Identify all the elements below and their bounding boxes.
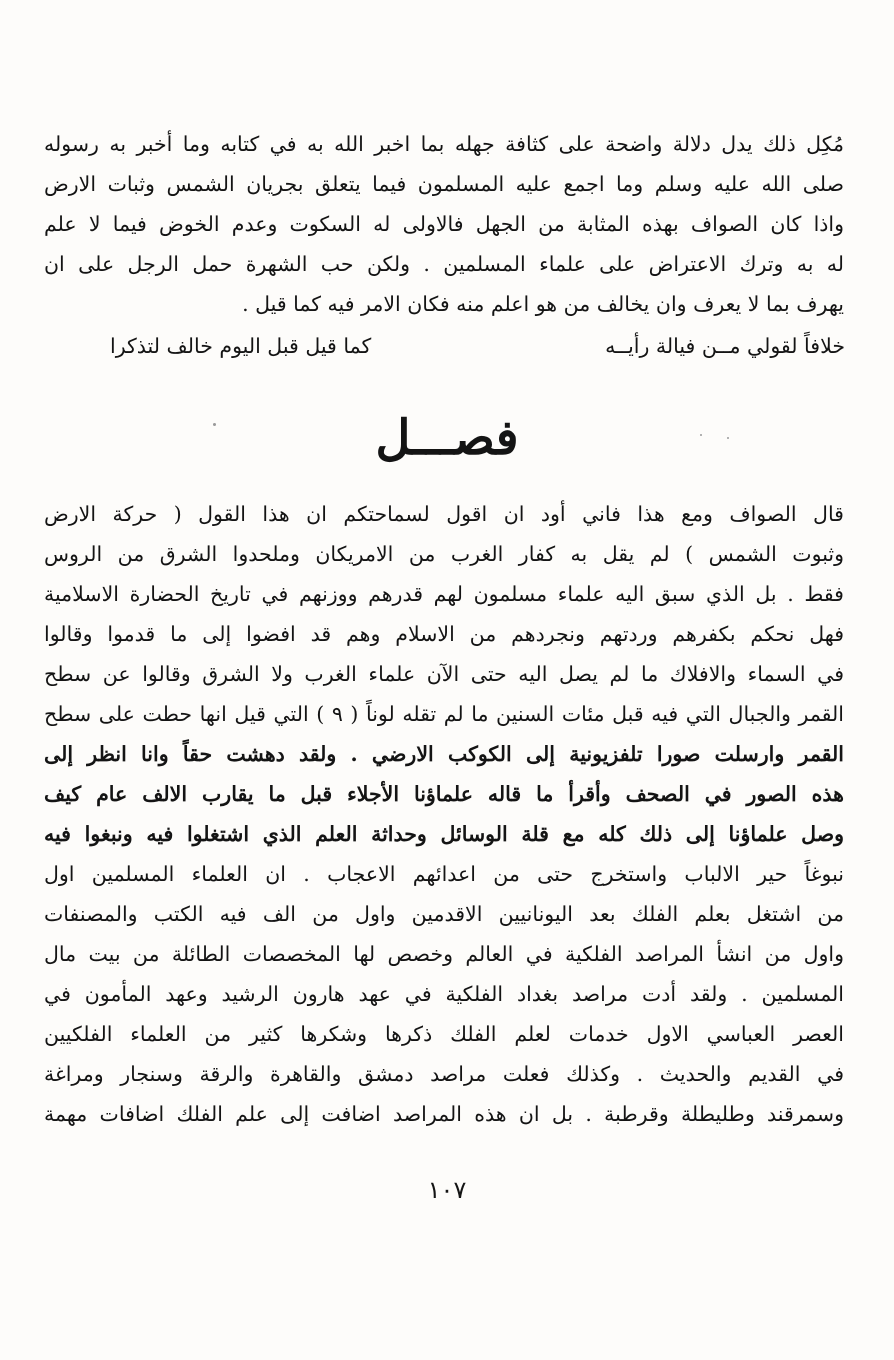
text-line: من اشتغل بعلم الفلك بعد اليونانيين الاقدمين واول من الف فيه الكتب والمصنفات	[44, 902, 844, 926]
text-line: وثبوت الشمس ) لم يقل به كفار الغرب من الامريكان وملحدوا الشرق من الروس	[44, 542, 844, 566]
text-line: صلى الله عليه وسلم وما اجمع عليه المسلمون فيما يتعلق بجريان الشمس وثبات الارض	[44, 172, 844, 196]
text-line: القمر وارسلت صورا تلفزيونية إلى الكوكب الارضي . ولقد دهشت حقاً وانا انظر إلى	[44, 742, 844, 766]
verse-first-hemistich: خلافاً لقولي مــن فيالة رأيــه	[605, 334, 845, 358]
text-line: القمر والجبال التي فيه قبل مئات السنين ما لم تقله لوناً ( ٩ ) التي قيل انها حطت على سطح	[44, 702, 844, 726]
text-line: فقط . بل الذي سبق اليه علماء مسلمون لهم قدرهم ووزنهم في تاريخ الحضارة الاسلامية	[44, 582, 844, 606]
text-line: في القديم والحديث . وكذلك فعلت مراصد دمشق والقاهرة والرقة وسنجار ومراغة	[44, 1062, 844, 1086]
text-line: واول من انشأ المراصد الفلكية في العالم وخصص لها المخصصات الطائلة من بيت مال	[44, 942, 844, 966]
print-speck	[213, 423, 216, 426]
text-line: نبوغاً حير الالباب واستخرج حتى من اعدائهم الاعجاب . ان العلماء المسلمين اول	[44, 862, 844, 886]
text-line: فهل نحكم بكفرهم وردتهم ونجردهم من الاسلام وهم قد افضوا إلى ما قدموا وقالوا	[44, 622, 844, 646]
print-speck	[727, 437, 729, 439]
text-line: هذه الصور في الصحف وأقرأ ما قاله علماؤنا الأجلاء قبل ما يقارب الالف عام كيف	[44, 782, 844, 806]
text-line: مُكِل ذلك يدل دلالة واضحة على كثافة جهله بما اخبر الله به في كتابه وما أخبر به رسوله	[44, 132, 844, 156]
text-line: واذا كان الصواف بهذه المثابة من الجهل فالاولى له السكوت وعدم الخوض فيما لا علم	[44, 212, 844, 236]
text-line: المسلمين . ولقد أدت مراصد بغداد الفلكية في عهد هارون الرشيد وعهد المأمون في	[44, 982, 844, 1006]
text-line: العصر العباسي الاول خدمات لعلم الفلك ذكرها وشكرها كثير من العلماء الفلكيين	[44, 1022, 844, 1046]
print-speck	[700, 434, 702, 436]
text-line: في السماء والافلاك ما لم يصل اليه حتى الآن علماء الغرب ولا الشرق وقالوا عن سطح	[44, 662, 844, 686]
text-line: قال الصواف ومع هذا فاني أود ان اقول لسماحتكم ان هذا القول ( حركة الارض	[44, 502, 844, 526]
text-line: وسمرقند وطليطلة وقرطبة . بل ان هذه المراصد اضافت إلى علم الفلك اضافات مهمة	[44, 1102, 844, 1126]
paragraph-2	[44, 494, 844, 1134]
text-line: يهرف بما لا يعرف وان يخالف من هو اعلم منه فكان الامر فيه كما قيل .	[242, 292, 844, 316]
section-heading: فصـــل	[375, 410, 519, 466]
text-line: وصل علماؤنا إلى ذلك كله مع قلة الوسائل وحداثة العلم الذي اشتغلوا فيه ونبغوا فيه	[44, 822, 844, 846]
poetry-verse	[110, 326, 845, 366]
paragraph-1	[44, 124, 844, 324]
page-number: ١٠٧	[427, 1176, 467, 1204]
verse-second-hemistich: كما قيل قبل اليوم خالف لتذكرا	[110, 334, 372, 358]
text-line: له به وترك الاعتراض على علماء المسلمين . ولكن حب الشهرة حمل الرجل على ان	[44, 252, 844, 276]
